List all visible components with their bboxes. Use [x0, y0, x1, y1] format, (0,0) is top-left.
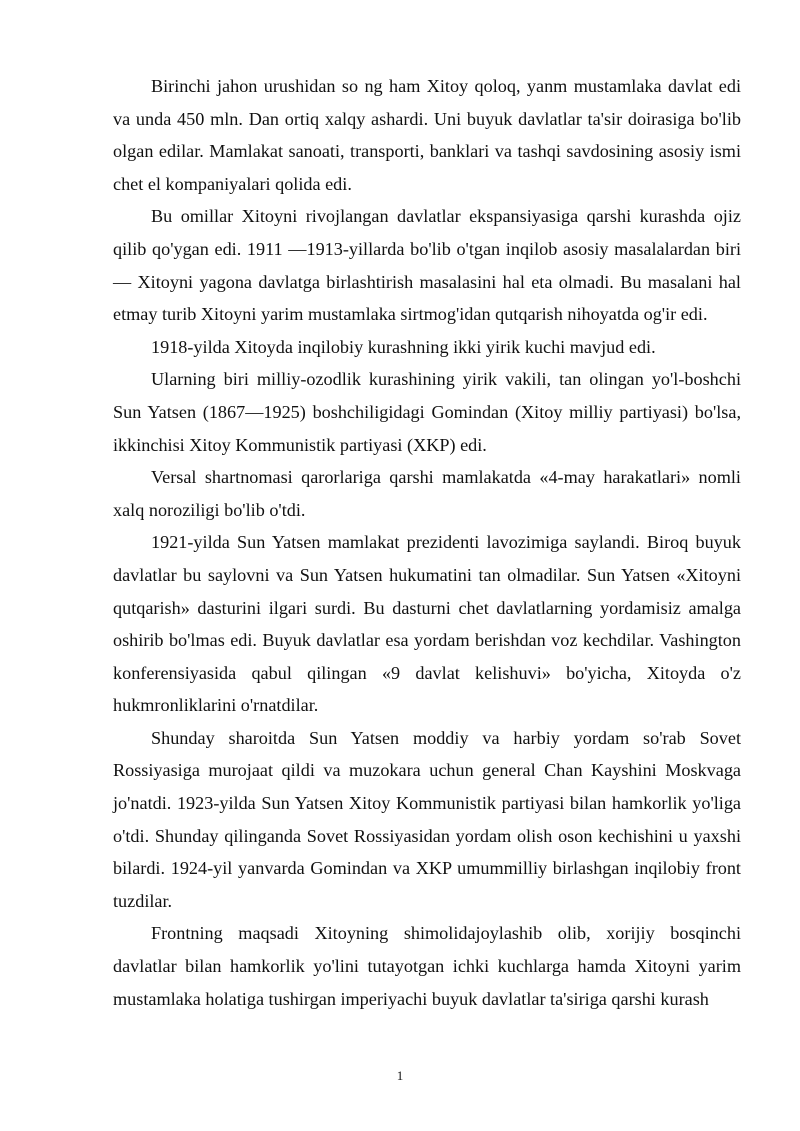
paragraph-8: Frontning maqsadi Xitoyning shimolidajoylashib olib, xorijiy bosqinchi davlatlar bilan hamkorlik yo'lini tutayotgan ichki kuchlarga hamda Xitoyni yarim mustamlaka holatiga tushirgan imperiyachi buyuk davlatlar ta'siriga qarshi kurash: [113, 923, 741, 1009]
paragraph-2: Bu omillar Xitoyni rivojlangan davlatlar ekspansiyasiga qarshi kurashda ojiz qilib qo'ygan edi. 1911 —1913-yillarda bo'lib o'tgan inqilob asosiy masalalardan biri — Xitoyni yagona davlatga birlashtirish masalasini hal eta olmadi. Bu masalani hal etmay turib Xitoyni yarim mustamlaka sirtmog'idan qutqarish nihoyatda og'ir edi.: [113, 206, 741, 325]
paragraph-5: Versal shartnomasi qarorlariga qarshi mamlakatda «4-may harakatlari» nomli xalq noroziligi bo'lib o'tdi.: [113, 467, 741, 520]
paragraph-7: Shunday sharoitda Sun Yatsen moddiy va harbiy yordam so'rab Sovet Rossiyasiga murojaat qildi va muzokara uchun general Chan Kayshini Moskvaga jo'natdi. 1923-yilda Sun Yatsen Xitoy Kommunistik partiyasi bilan hamkorlik yo'liga o'tdi. Shunday qilinganda Sovet Rossiyasidan yordam olish oson kechishini u yaxshi bilardi. 1924-yil yanvarda Gomindan va XKP umummilliy birlashgan inqilobiy front tuzdilar.: [113, 727, 741, 911]
paragraph-4: Ularning biri milliy-ozodlik kurashining yirik vakili, tan olingan yo'l-boshchi Sun Yatsen (1867—1925) boshchiligidagi Gomindan (Xitoy milliy partiyasi) bo'lsa, ikkinchisi Xitoy Kommunistik partiyasi (XKP) edi.: [113, 369, 741, 455]
document-body: [113, 70, 741, 1015]
paragraph-3: 1918-yilda Xitoyda inqilobiy kurashning ikki yirik kuchi mavjud edi.: [151, 336, 656, 357]
page-number: 1: [396, 1068, 404, 1083]
paragraph-1: Birinchi jahon urushidan so ng ham Xitoy qoloq, yanm mustamlaka davlat edi va unda 450 mln. Dan ortiq xalqy ashardi. Uni buyuk davlatlar ta'sir doirasiga bo'lib olgan edilar. Mamlakat sanoati, transporti, banklari va tashqi savdosining asosiy ismi chet el kompaniyalari qolida edi.: [113, 76, 741, 194]
paragraph-6: 1921-yilda Sun Yatsen mamlakat prezidenti lavozimiga saylandi. Biroq buyuk davlatlar bu saylovni va Sun Yatsen hukumatini tan olmadilar. Sun Yatsen «Xitoyni qutqarish» dasturini ilgari surdi. Bu dasturni chet davlatlarning yordamisiz amalga oshirib bo'lmas edi. Buyuk davlatlar esa yordam berishdan voz kechdilar. Vashington konferensiyasida qabul qilingan «9 davlat kelishuvi» bo'yicha, Xitoyda o'z hukmronliklarini o'rnatdilar.: [113, 532, 741, 716]
